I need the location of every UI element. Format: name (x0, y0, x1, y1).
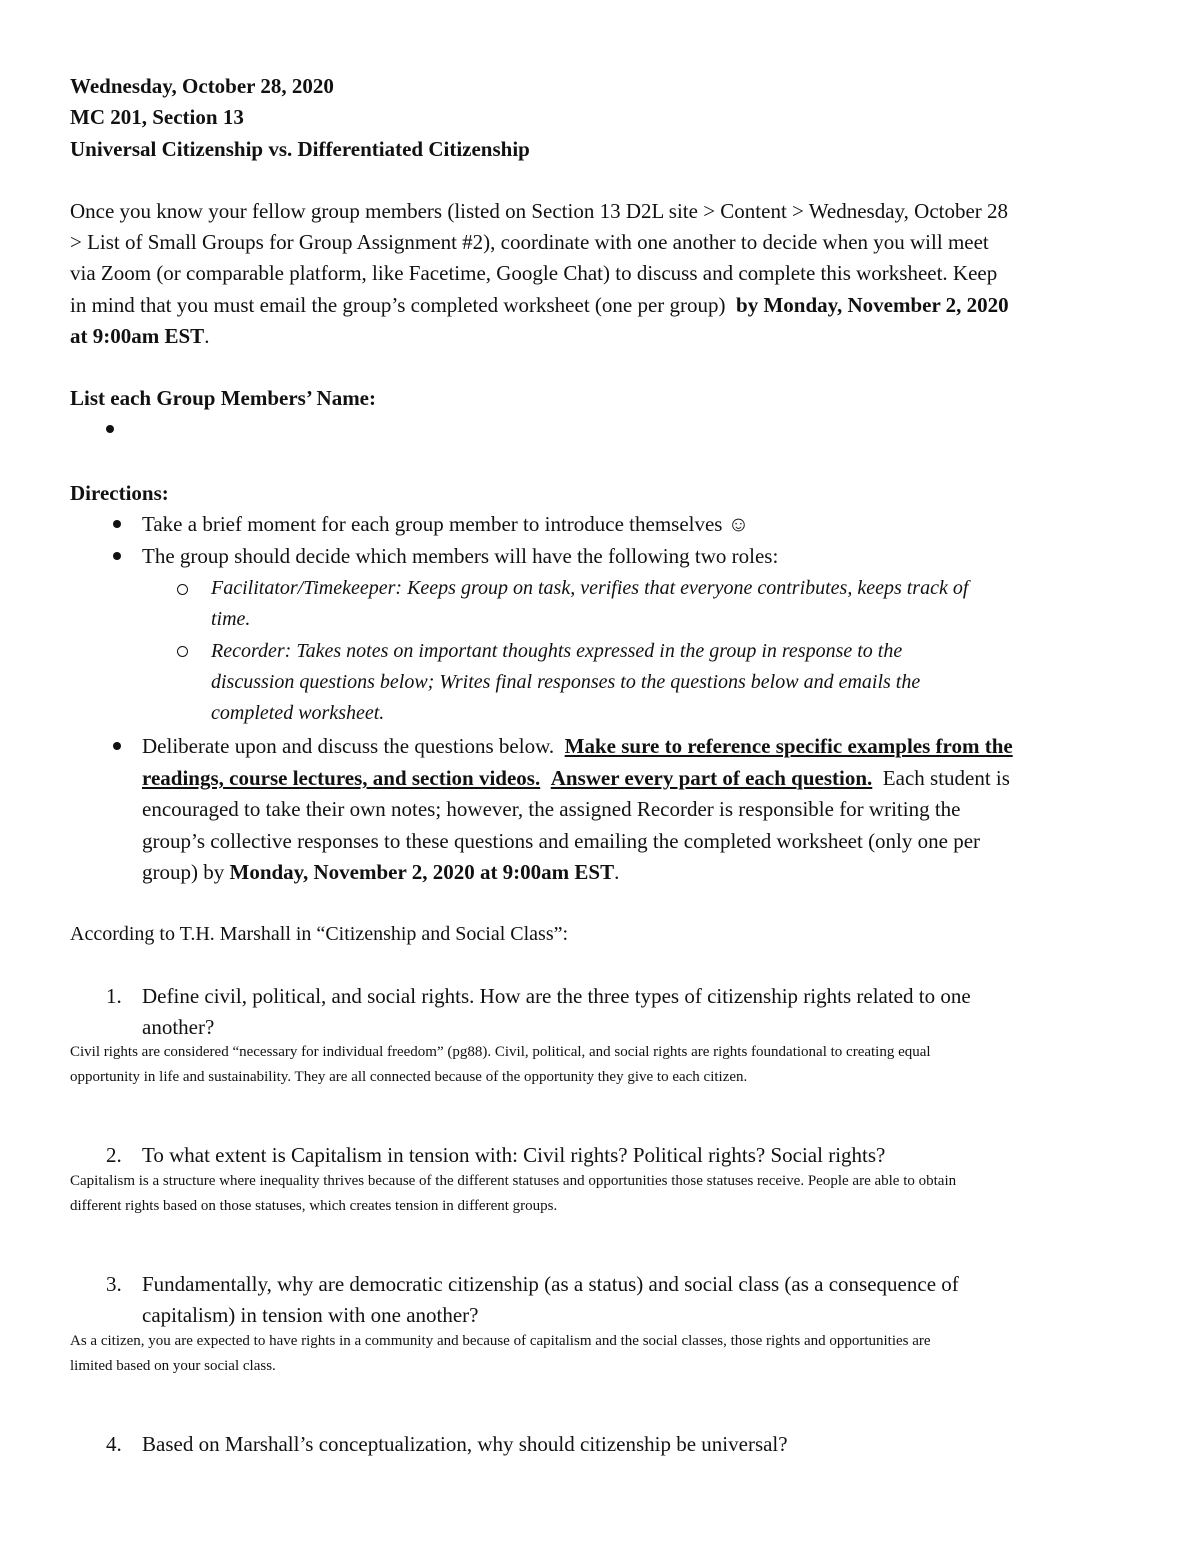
direction-item-1-text: Take a brief moment for each group member to introduce themselves (142, 512, 723, 536)
intro-line-4-text: in mind that you must email the group’s completed worksheet (one per group) (70, 293, 726, 317)
circle-bullet-icon (177, 584, 188, 595)
direction-item-3-text-e: Each student is (882, 766, 1010, 790)
intro-line-4 (70, 293, 1009, 317)
intro-deadline-time: at 9:00am EST (70, 324, 205, 348)
answer-2-line-2: different rights based on those statuses, which creates tension in different groups. (70, 1198, 558, 1214)
circle-bullet-icon (177, 646, 188, 657)
direction-item-3-line-1 (142, 734, 1013, 758)
smiley-icon: ☺ (727, 512, 750, 536)
answer-2-line-1: Capitalism is a structure where inequality thrives because of the different statuses and opportunities those statuses receive. People are able to obtain (70, 1173, 957, 1189)
answer-1-line-2: opportunity in life and sustainability. They are all connected because of the opportunity they give to each citizen. (70, 1069, 748, 1085)
worksheet-title: Universal Citizenship vs. Differentiated Citizenship (70, 137, 530, 161)
direction-item-3-line-4: group’s collective responses to these questions and emailing the completed worksheet (only one per (142, 829, 981, 853)
direction-item-3-text-by: group) by (142, 860, 225, 884)
answer-3-line-2: limited based on your social class. (70, 1358, 276, 1374)
question-number: 2. (106, 1143, 122, 1167)
role-recorder-line-1: Recorder: Takes notes on important thoughts expressed in the group in response to the (211, 640, 903, 662)
intro-line-1: Once you know your fellow group members (listed on Section 13 D2L site > Content > Wednesday, October 28 (70, 199, 1009, 223)
direction-item-3-period: . (614, 860, 620, 884)
question-1-line-1: Define civil, political, and social rights. How are the three types of citizenship rights related to one (142, 984, 971, 1008)
question-2-line-1: To what extent is Capitalism in tension with: Civil rights? Political rights? Social rights? (142, 1143, 886, 1167)
direction-item-3-emphasis-c: Answer every part of each question. (550, 766, 873, 790)
direction-item-3-line-2 (142, 766, 1010, 790)
direction-item-3-emphasis-b: readings, course lectures, and section videos. (142, 766, 541, 790)
direction-item-1 (142, 512, 749, 536)
directions-label: Directions: (70, 481, 169, 505)
bullet-icon (113, 520, 121, 528)
direction-item-3-emphasis-a: Make sure to reference specific examples from the (564, 734, 1013, 758)
intro-deadline-date: by Monday, November 2, 2020 (736, 293, 1009, 317)
course-heading: MC 201, Section 13 (70, 105, 244, 129)
intro-line-3: via Zoom (or comparable platform, like Facetime, Google Chat) to discuss and complete this worksheet. Keep (70, 261, 998, 285)
answer-1-line-1: Civil rights are considered “necessary for individual freedom” (pg88). Civil, political, and social rights are rights foundational to creating equal (70, 1044, 931, 1060)
question-number: 1. (106, 984, 122, 1008)
date-heading: Wednesday, October 28, 2020 (70, 74, 334, 98)
direction-item-3-text-a: Deliberate upon and discuss the questions below. (142, 734, 555, 758)
role-facilitator-line-2: time. (211, 608, 251, 630)
context-line: According to T.H. Marshall in “Citizenship and Social Class”: (70, 923, 569, 945)
question-3-line-1: Fundamentally, why are democratic citizenship (as a status) and social class (as a consequence of (142, 1272, 959, 1296)
bullet-icon (113, 742, 121, 750)
direction-item-2: The group should decide which members will have the following two roles: (142, 544, 779, 568)
question-3-line-2: capitalism) in tension with one another? (142, 1303, 479, 1327)
role-recorder-line-2: discussion questions below; Writes final responses to the questions below and emails the (211, 671, 921, 693)
member-bullet (106, 425, 114, 433)
intro-line-2: > List of Small Groups for Group Assignment #2), coordinate with one another to decide when you will meet (70, 230, 989, 254)
intro-line-5 (70, 324, 209, 348)
members-label: List each Group Members’ Name: (70, 386, 376, 410)
question-4-line-1: Based on Marshall’s conceptualization, why should citizenship be universal? (142, 1432, 788, 1456)
direction-item-3-line-3: encouraged to take their own notes; however, the assigned Recorder is responsible for writing the (142, 797, 961, 821)
question-number: 3. (106, 1272, 122, 1296)
question-1-line-2: another? (142, 1015, 215, 1039)
direction-item-3-line-5 (142, 860, 619, 884)
role-recorder-line-3: completed worksheet. (211, 702, 385, 724)
bullet-icon (113, 552, 121, 560)
intro-period: . (204, 324, 210, 348)
question-number: 4. (106, 1432, 122, 1456)
direction-item-3-deadline: Monday, November 2, 2020 at 9:00am EST (229, 860, 615, 884)
answer-3-line-1: As a citizen, you are expected to have rights in a community and because of capitalism and the social classes, those rights and opportunities are (70, 1333, 931, 1349)
role-facilitator-line-1: Facilitator/Timekeeper: Keeps group on task, verifies that everyone contributes, keeps track of (211, 577, 969, 599)
